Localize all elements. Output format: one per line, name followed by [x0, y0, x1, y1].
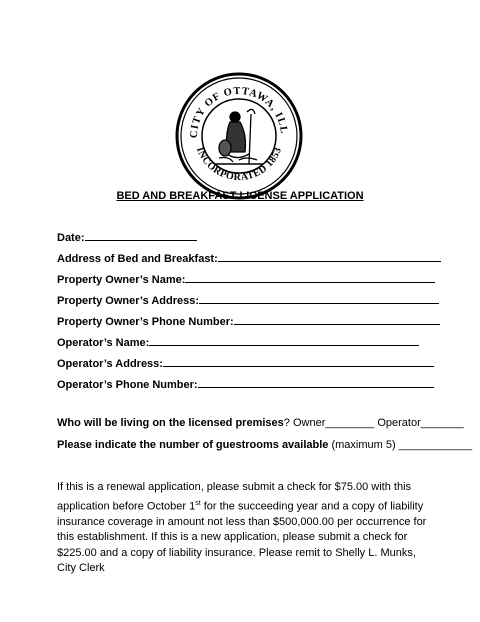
owner-name-input-line[interactable] [185, 272, 435, 283]
owner-phone-field [57, 314, 440, 328]
instructions-part2: for the succeeding year and a copy of liability insurance coverage in amount not less than $500,000.00 per occurrence for this establishment. If this is a new application, please submit a check for $225.00 and a copy of liability insurance. Please remit to Shelly L. Munks, City Clerk [57, 500, 427, 575]
guestrooms-question-rest[interactable]: (maximum 5) ____________ [328, 439, 473, 451]
owner-phone-input-line[interactable] [234, 314, 440, 325]
date-input-line[interactable] [85, 230, 197, 241]
city-seal [175, 72, 303, 200]
bnb-address-label: Address of Bed and Breakfast: [57, 253, 218, 265]
operator-address-field [57, 356, 434, 370]
operator-address-label: Operator’s Address: [57, 358, 163, 370]
operator-name-input-line[interactable] [149, 335, 419, 346]
operator-phone-field [57, 377, 434, 391]
guestrooms-question-bold: Please indicate the number of guestrooms available [57, 439, 329, 451]
seal-figure [215, 109, 263, 164]
guestrooms-question [57, 439, 472, 451]
instructions-superscript: st [195, 499, 201, 507]
operator-name-label: Operator’s Name: [57, 337, 150, 349]
operator-phone-input-line[interactable] [198, 377, 434, 388]
residents-question-bold: Who will be living on the licensed premises [57, 417, 284, 429]
owner-address-field [57, 293, 439, 307]
owner-name-label: Property Owner’s Name: [57, 274, 186, 286]
residents-question-options[interactable]: ? Owner________ Operator_______ [283, 417, 464, 429]
operator-phone-label: Operator’s Phone Number: [57, 379, 198, 391]
seal-top-text: CITY OF OTTAWA, ILL [188, 85, 290, 139]
residents-question [57, 417, 464, 429]
date-label: Date: [57, 232, 85, 244]
bnb-address-field [57, 251, 441, 265]
date-field [57, 230, 197, 244]
bnb-address-input-line[interactable] [218, 251, 441, 262]
owner-address-input-line[interactable] [199, 293, 439, 304]
operator-name-field [57, 335, 419, 349]
owner-address-label: Property Owner’s Address: [57, 295, 200, 307]
owner-phone-label: Property Owner’s Phone Number: [57, 316, 234, 328]
form-title: BED AND BREAKFAST LICENSE APPLICATION [116, 190, 364, 202]
seal-bottom-text: INCORPORATED 1853 [193, 145, 285, 184]
instructions-part1: If this is a renewal application, please submit a check for $75.00 with this application before October 1 [57, 481, 412, 513]
operator-address-input-line[interactable] [163, 356, 434, 367]
instructions-paragraph [57, 480, 429, 577]
owner-name-field [57, 272, 435, 286]
